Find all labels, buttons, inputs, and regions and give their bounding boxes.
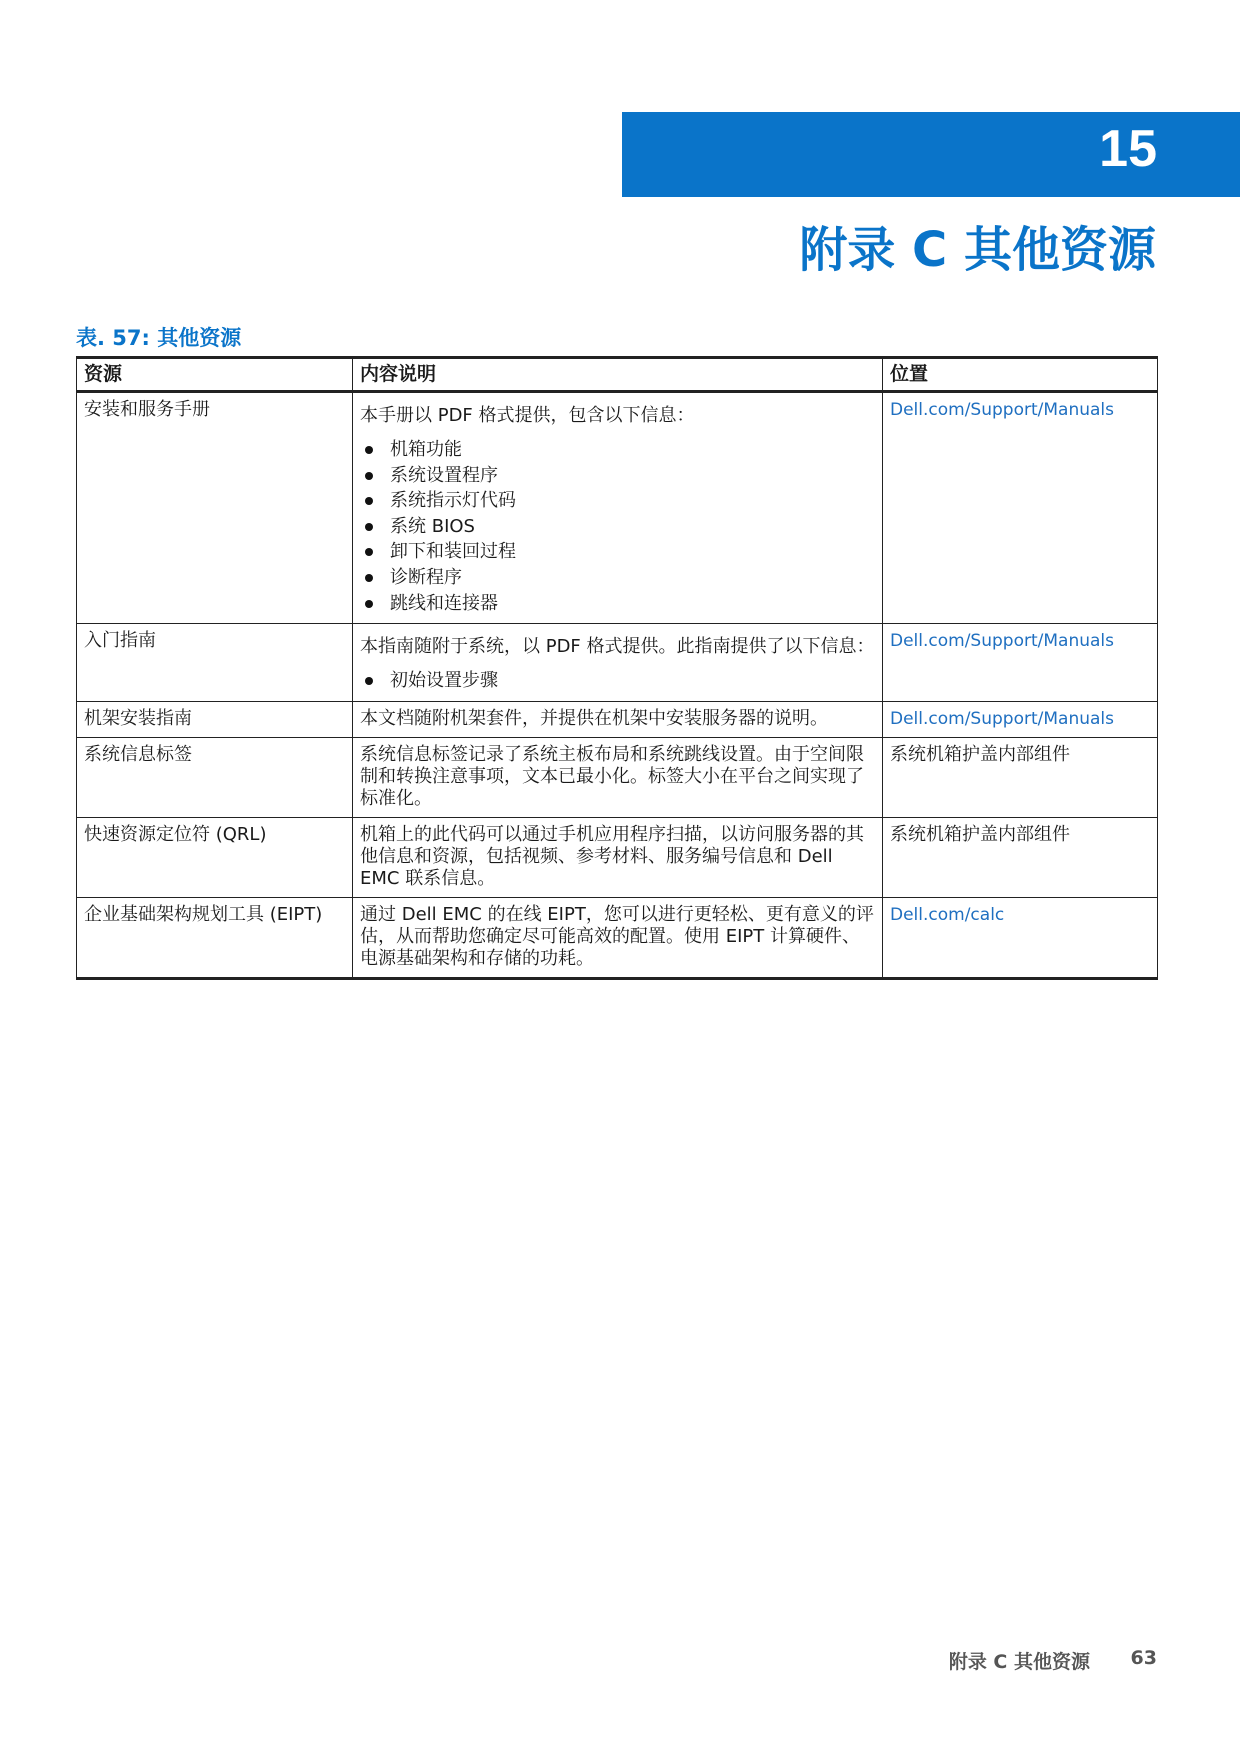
list-item: 系统设置程序 <box>360 463 875 489</box>
description-text: 本手册以 PDF 格式提供，包含以下信息： <box>360 405 695 426</box>
description-cell <box>353 624 883 702</box>
description-cell: 本文档随附机架套件，并提供在机架中安装服务器的说明。 <box>353 701 883 737</box>
list-item: 初始设置步骤 <box>360 668 875 694</box>
location-cell <box>883 392 1158 624</box>
column-header-description: 内容说明 <box>353 358 883 392</box>
table-header-row <box>77 358 1158 392</box>
location-link[interactable]: Dell.com/Support/Manuals <box>890 631 1114 652</box>
location-cell <box>883 624 1158 702</box>
table-row <box>77 701 1158 737</box>
bullet-list <box>360 668 875 694</box>
list-item: 跳线和连接器 <box>360 591 875 617</box>
list-item: 诊断程序 <box>360 565 875 591</box>
table-row <box>77 897 1158 978</box>
description-cell: 通过 Dell EMC 的在线 EIPT，您可以进行更轻松、更有意义的评估，从而帮助您确定尽可能高效的配置。使用 EIPT 计算硬件、电源基础架构和存储的功耗。 <box>353 897 883 978</box>
location-cell: 系统机箱护盖内部组件 <box>883 817 1158 897</box>
location-link[interactable]: Dell.com/calc <box>890 904 1005 925</box>
resource-cell: 系统信息标签 <box>77 737 353 817</box>
list-item: 系统指示灯代码 <box>360 488 875 514</box>
description-text: 本指南随附于系统，以 PDF 格式提供。此指南提供了以下信息： <box>360 636 875 658</box>
description-cell: 机箱上的此代码可以通过手机应用程序扫描，以访问服务器的其他信息和资源，包括视频、参考材料、服务编号信息和 Dell EMC 联系信息。 <box>353 817 883 897</box>
column-header-location: 位置 <box>883 358 1158 392</box>
list-item: 卸下和装回过程 <box>360 539 875 565</box>
list-item: 机箱功能 <box>360 437 875 463</box>
location-link[interactable]: Dell.com/Support/Manuals <box>890 708 1114 729</box>
page-number: 63 <box>1130 1647 1157 1669</box>
resource-cell: 机架安装指南 <box>77 701 353 737</box>
table-row <box>77 737 1158 817</box>
table-row <box>77 817 1158 897</box>
table-row <box>77 392 1158 624</box>
footer-section-title: 附录 C 其他资源 <box>948 1651 1090 1673</box>
resource-cell: 入门指南 <box>77 624 353 702</box>
list-item: 系统 BIOS <box>360 514 875 540</box>
resource-cell: 企业基础架构规划工具 (EIPT) <box>77 897 353 978</box>
location-link[interactable]: Dell.com/Support/Manuals <box>890 400 1114 420</box>
table-caption: 表. 57: 其他资源 <box>76 326 242 350</box>
location-cell <box>883 701 1158 737</box>
chapter-number: 15 <box>1099 120 1157 178</box>
resource-cell: 安装和服务手册 <box>77 392 353 624</box>
bullet-list <box>360 437 875 616</box>
column-header-resource: 资源 <box>77 358 353 392</box>
resource-cell: 快速资源定位符 (QRL) <box>77 817 353 897</box>
resources-table <box>76 356 1158 980</box>
description-cell <box>353 392 883 624</box>
location-cell <box>883 897 1158 978</box>
location-cell: 系统机箱护盖内部组件 <box>883 737 1158 817</box>
table-row <box>77 624 1158 702</box>
description-cell: 系统信息标签记录了系统主板布局和系统跳线设置。由于空间限制和转换注意事项，文本已最小化。标签大小在平台之间实现了标准化。 <box>353 737 883 817</box>
chapter-title: 附录 C 其他资源 <box>799 222 1156 278</box>
